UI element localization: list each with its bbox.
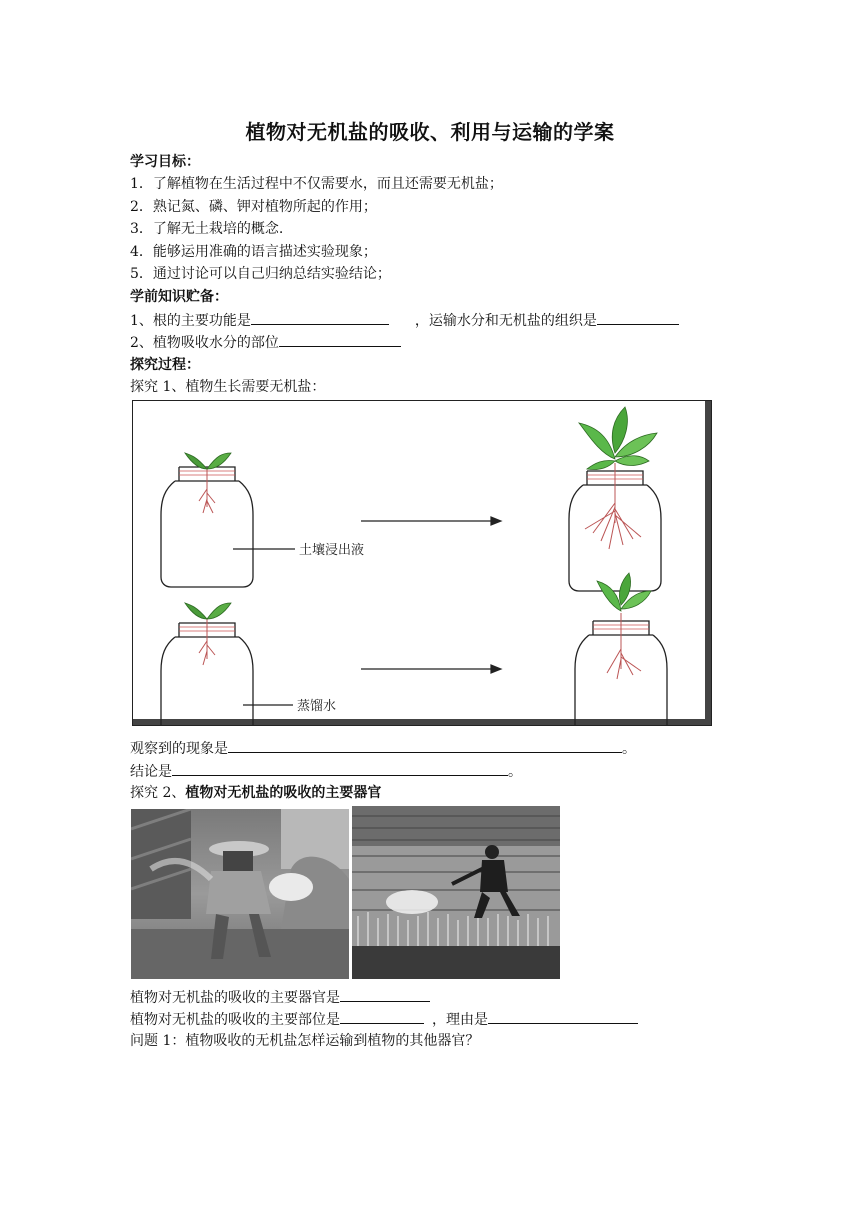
answer-blank[interactable] [488, 1009, 638, 1024]
goal-item: 1．了解植物在生活过程中不仅需要水，而且还需要无机盐； [130, 176, 503, 192]
answer-blank[interactable] [340, 1009, 424, 1024]
experiment-2-heading: 植物对无机盐的吸收的主要器官 [185, 785, 382, 801]
label-distilled-water: 蒸馏水 [297, 699, 337, 714]
answer-blank[interactable] [279, 332, 401, 347]
absorb-organ-question [130, 987, 430, 1008]
goal-item: 4．能够运用准确的语言描述实验现象； [130, 244, 377, 260]
answer-blank[interactable] [172, 761, 508, 776]
jar-soil-extract-after [569, 407, 661, 591]
conclusion-end: 。 [508, 764, 522, 780]
label-soil-extract: 土壤浸出液 [299, 543, 365, 558]
goal-item: 5．通过讨论可以自己归纳总结实验结论； [130, 266, 391, 282]
observe-text: 观察到的现象是 [130, 741, 228, 757]
page-title: 植物对无机盐的吸收、利用与运输的学案 [245, 120, 615, 144]
absorb-part-text: 植物对无机盐的吸收的主要部位是 [130, 1012, 340, 1028]
reason-text: ，理由是 [432, 1012, 488, 1028]
explore-heading: 探究过程： [130, 357, 200, 373]
jar-experiment-figure [132, 400, 712, 726]
prior-question-2-text: 2、植物吸收水分的部位 [130, 335, 279, 351]
absorb-organ-text: 植物对无机盐的吸收的主要器官是 [130, 990, 340, 1006]
farmer-fertilizing-photo [131, 809, 349, 979]
experiment-2-prefix: 探究 2、 [130, 785, 186, 801]
observe-end: 。 [622, 741, 636, 757]
answer-blank[interactable] [597, 310, 679, 325]
observe-line [130, 738, 636, 759]
goals-heading: 学习目标： [130, 154, 200, 170]
conclusion-text: 结论是 [130, 764, 172, 780]
jar-experiment-drawing [133, 401, 711, 725]
experiment-2-title [130, 783, 381, 803]
answer-blank[interactable] [340, 987, 430, 1002]
prior-question-1-text-b: ，运输水分和无机盐的组织是 [414, 313, 597, 329]
conclusion-line [130, 761, 522, 782]
absorb-part-question [130, 1009, 638, 1030]
prior-question-1-text-a: 1、根的主要功能是 [130, 313, 251, 329]
goal-item: 2．熟记氮、磷、钾对植物所起的作用； [130, 199, 377, 215]
prior-heading: 学前知识贮备： [130, 289, 228, 305]
answer-blank[interactable] [251, 310, 389, 325]
prior-question-2 [130, 332, 401, 353]
jar-distilled-water-before [161, 603, 253, 725]
rice-paddy-fertilizing-photo [352, 806, 560, 979]
jar-distilled-water-after [575, 573, 667, 725]
goal-item: 3．了解无土栽培的概念. [130, 221, 284, 237]
jar-soil-extract-before [161, 453, 253, 587]
question-1: 问题 1：植物吸收的无机盐怎样运输到植物的其他器官？ [130, 1033, 480, 1049]
arrow-icon [361, 517, 501, 673]
prior-question-1 [130, 310, 679, 331]
answer-blank[interactable] [228, 738, 622, 753]
experiment-1-title: 探究 1、植物生长需要无机盐： [130, 379, 326, 395]
